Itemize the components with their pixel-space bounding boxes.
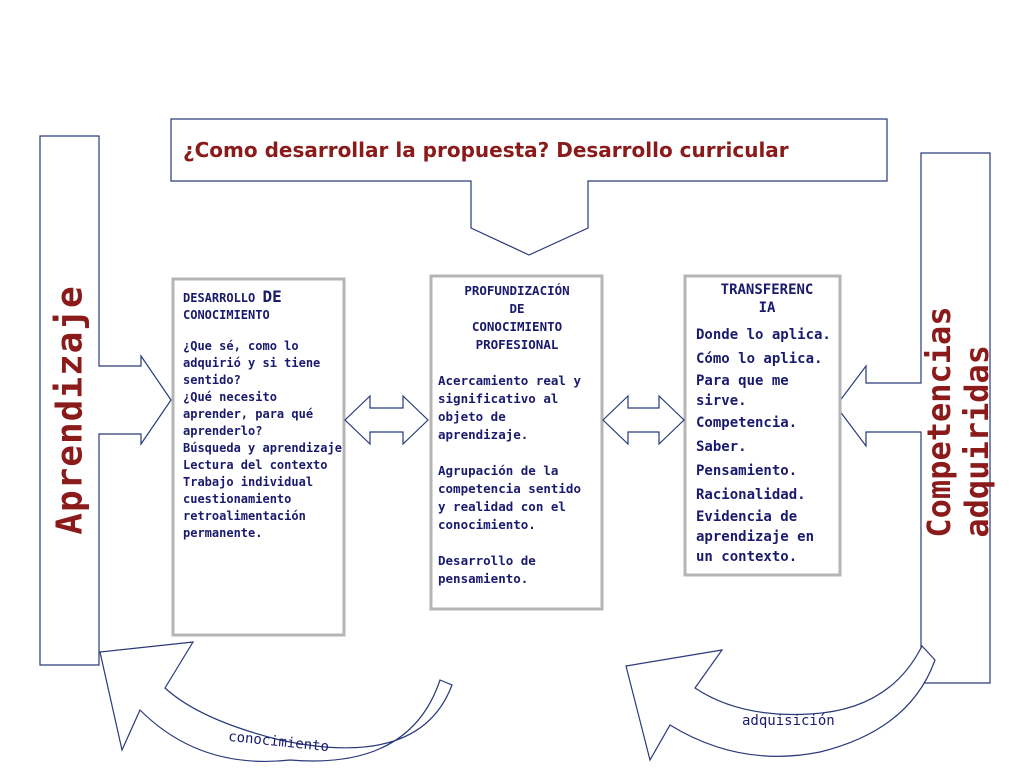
double-arrow-right [603, 396, 684, 444]
list-item: Cómo lo aplica. [696, 351, 823, 367]
box-desarrollo-heading [183, 288, 343, 307]
list-item: Pensamiento. [696, 463, 798, 479]
spacer [438, 444, 596, 462]
list-item: Lectura del contexto [183, 458, 328, 472]
list-item: Trabajo individual [183, 475, 314, 489]
diagram-title: ¿Como desarrollar la propuesta? Desarrollo curricular [183, 138, 789, 162]
box-profundizacion-heading-3: CONOCIMIENTO [471, 319, 563, 334]
box-profundizacion [438, 282, 596, 588]
list-item: Evidencia de aprendizaje en un contexto. [696, 509, 815, 565]
box-transferencia-heading [696, 281, 838, 317]
list-item: cuestionamiento [183, 492, 292, 506]
list-item: Competencia. [696, 415, 798, 431]
paragraph: Desarrollo de pensamiento. [438, 553, 536, 586]
box-desarrollo [183, 288, 343, 542]
competencias-label: Competencias adquiridas [920, 306, 996, 538]
spacer [438, 534, 596, 552]
spacer [183, 324, 343, 338]
heading-small: DESARROLLO [183, 291, 263, 305]
paragraph: Agrupación de la competencia sentido y realidad con el conocimiento. [438, 463, 581, 532]
aprendizaje-label: Aprendizaje [49, 285, 91, 535]
double-arrow-left [345, 396, 428, 444]
box-desarrollo-heading-line2: CONOCIMIENTO [183, 308, 270, 322]
heading-big: DE [262, 287, 282, 306]
box-profundizacion-heading-2: DE [509, 301, 525, 316]
list-item: ¿Qué necesito aprender, para qué aprenderlo? [183, 390, 314, 438]
list-item: ¿Que sé, como lo adquirió y si tiene sentido? [183, 339, 321, 387]
list-item: Saber. [696, 439, 747, 455]
box-profundizacion-heading-4: PROFESIONAL [475, 337, 559, 352]
list-item: Donde lo aplica. [696, 327, 831, 343]
curved-arrow-right [626, 646, 935, 760]
heading-part: TRANSFERENC [720, 282, 814, 298]
spacer [438, 354, 596, 372]
list-item: retroalimentación permanente. [183, 509, 306, 540]
list-item: Para que me sirve. [696, 373, 789, 409]
box-transferencia [696, 281, 838, 567]
paragraph: Acercamiento real y significativo al objeto de aprendizaje. [438, 373, 581, 442]
heading-part: IA [758, 300, 776, 316]
box-profundizacion-heading-1: PROFUNDIZACIÓN [464, 283, 570, 298]
curve-label-conocimiento: conocimiento [227, 728, 330, 756]
list-item: Racionalidad. [696, 487, 806, 503]
curve-label-adquisicion: adquisición [742, 713, 835, 729]
list-item: Búsqueda y aprendizaje [183, 441, 342, 455]
